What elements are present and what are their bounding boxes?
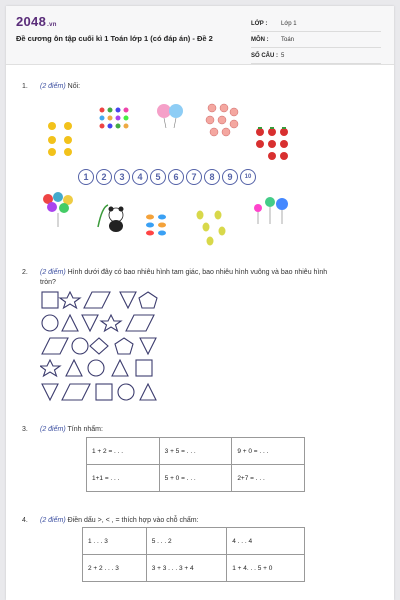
- site-logo[interactable]: 2048.vn: [16, 14, 57, 29]
- table-cell: 2+7 = . . .: [232, 465, 305, 492]
- meta-info: [251, 16, 381, 64]
- meta-row-count: SỐ CÂU : 5: [251, 48, 381, 64]
- number-circle[interactable]: 4: [132, 169, 148, 185]
- balloons-bunch-picture: [40, 191, 76, 229]
- number-circle[interactable]: 6: [168, 169, 184, 185]
- number-circle[interactable]: 7: [186, 169, 202, 185]
- number-circles: [78, 169, 256, 185]
- fish-picture: [144, 213, 174, 237]
- shapes-figure: [40, 290, 180, 404]
- strawberries-picture: [254, 126, 298, 162]
- number-circle[interactable]: 5: [150, 169, 166, 185]
- table-row: [87, 465, 305, 492]
- table-cell: 2 + 2 . . . 3: [83, 555, 147, 582]
- flowers-picture: [204, 102, 240, 138]
- meta-row-class: LỚP : Lớp 1: [251, 16, 381, 32]
- meta-row-subject: MÔN : Toán: [251, 32, 381, 48]
- lollipops-picture: [250, 194, 294, 226]
- number-circle[interactable]: 2: [96, 169, 112, 185]
- balloons-pair-picture: [154, 101, 186, 129]
- question-4: 4. (2 điểm) Điền dấu >, < , = thích hợp vào chỗ chấm:: [22, 517, 199, 524]
- table-cell: 5 + 0 = . . .: [159, 465, 232, 492]
- table-cell: 1 + 2 = . . .: [87, 438, 160, 465]
- document-title: Đề cương ôn tập cuối kì 1 Toán lớp 1 (có đáp án) - Đề 2: [16, 34, 213, 43]
- table-cell: 4 . . . 4: [227, 528, 305, 555]
- table-row: [87, 438, 305, 465]
- table-cell: 9 + 0 = . . .: [232, 438, 305, 465]
- panda-picture: [96, 203, 128, 233]
- table-cell: 1+1 = . . .: [87, 465, 160, 492]
- chicks-picture: [44, 118, 84, 158]
- question-3: 3. (2 điểm) Tính nhẩm:: [22, 426, 103, 433]
- pears-picture: [194, 209, 230, 249]
- header: [6, 6, 394, 65]
- compare-table: [82, 527, 305, 582]
- number-circle[interactable]: 10: [240, 169, 256, 185]
- number-circle[interactable]: 9: [222, 169, 238, 185]
- number-circle[interactable]: 8: [204, 169, 220, 185]
- number-circle[interactable]: 1: [78, 169, 94, 185]
- question-2: 2. (2 điểm) Hình dưới đây có bao nhiêu hình tam giác, bao nhiêu hình vuông và bao nhiêu hình tròn?: [22, 269, 328, 286]
- table-cell: 3 + 3 . . . 3 + 4: [146, 555, 226, 582]
- question-1: 1. (2 điểm) Nối:: [22, 83, 81, 90]
- buttons-picture: [98, 106, 130, 136]
- table-cell: 1 + 4. . . 5 + 0: [227, 555, 305, 582]
- table-row: [83, 528, 305, 555]
- worksheet: [6, 6, 394, 600]
- number-circle[interactable]: 3: [114, 169, 130, 185]
- table-cell: 5 . . . 2: [146, 528, 226, 555]
- table-cell: 1 . . . 3: [83, 528, 147, 555]
- table-cell: 3 + 5 = . . .: [159, 438, 232, 465]
- table-row: [83, 555, 305, 582]
- mental-math-table: [86, 437, 305, 492]
